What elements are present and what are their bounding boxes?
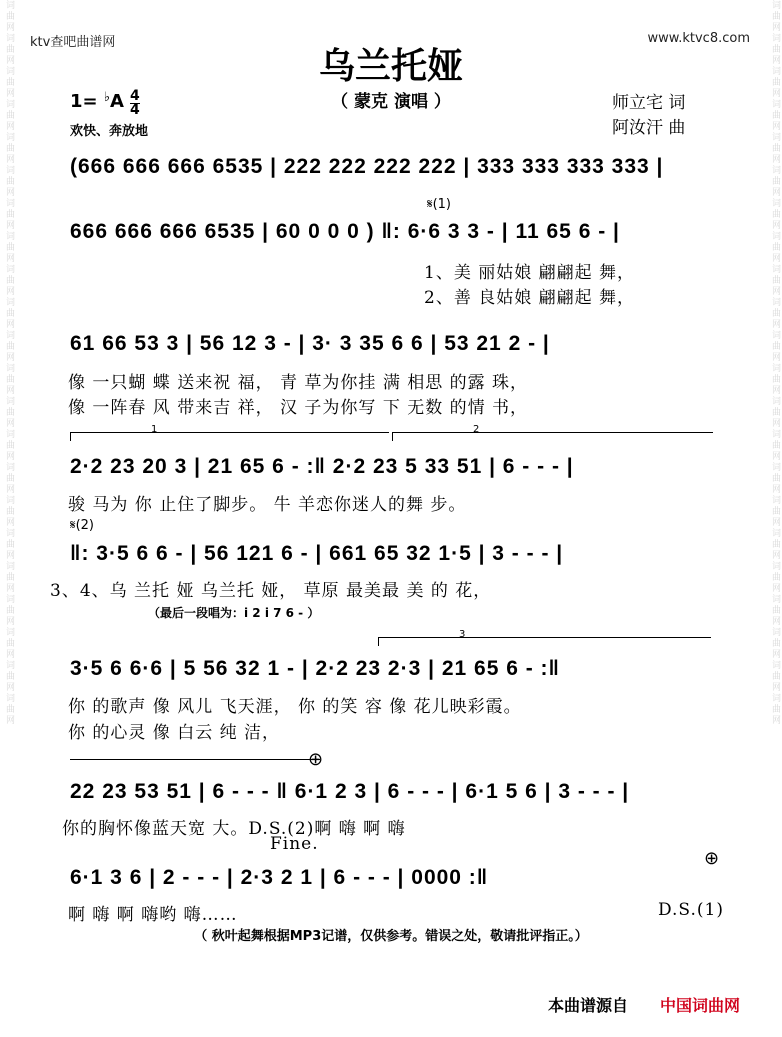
key-signature: 1= ♭A (70, 90, 124, 112)
ds-marking: D.S.(1) (658, 900, 724, 920)
alternate-ending-note: （最后一段唱为：i 2 i 7 6 - ） (148, 606, 320, 620)
volta-bracket-1: 1 (70, 432, 389, 441)
watermark-left: 词曲网词曲网词曲网词曲网词曲网词曲网词曲网词曲网词曲网词曲网词曲网词曲网词曲网词曲网词曲网词曲网词曲网词曲网词曲网词曲网词曲网词曲网 (4, 0, 14, 726)
song-title: 乌兰托娅 (318, 45, 463, 87)
segno-sign-2: 𝄋(2) (70, 518, 95, 533)
score-line-7: 22 23 53 51 | 6 - - - ‖ 6·1 2 3 | 6 - - - | 6·1 5 6 | 3 - - - | (70, 780, 630, 803)
volta-bracket-2: 2 (392, 432, 713, 441)
flat-sign: ♭ (103, 90, 111, 105)
site-name-left: ktv查吧曲谱网 (30, 35, 116, 50)
volta-bracket-3: 3 (378, 637, 711, 646)
lyric-line-7a: 你的胸怀像蓝天宽 大。D.S.(2)啊 嗨 啊 嗨 (62, 819, 406, 839)
composer-credit: 阿汝汗 曲 (612, 118, 686, 138)
singer-subtitle: （ 蒙克 演唱 ） (331, 92, 451, 112)
lyric-line-2b: 2、善 良姑娘 翩翩起 舞， (424, 288, 636, 308)
site-url-right: www.ktvc8.com (647, 31, 750, 46)
time-signature (130, 90, 140, 118)
lyric-line-8a: 啊 嗨 啊 嗨哟 嗨…… (68, 905, 238, 925)
lyric-line-2a: 1、美 丽姑娘 翩翩起 舞， (424, 263, 636, 283)
transcription-note: （ 秋叶起舞根据MP3记谱，仅供参考。错误之处，敬请批评指正。） (194, 929, 588, 944)
lyric-line-5a: 3、4、乌 兰托 娅 乌兰托 娅， 草原 最美最 美 的 花， (50, 581, 492, 601)
watermark-right: 词曲网词曲网词曲网词曲网词曲网词曲网词曲网词曲网词曲网词曲网词曲网词曲网词曲网词曲网词曲网词曲网词曲网词曲网词曲网词曲网词曲网词曲网 (770, 0, 780, 726)
coda-line-1 (70, 759, 320, 760)
source-site-link[interactable]: 中国词曲网 (660, 996, 741, 1015)
score-line-4: 2·2 23 20 3 | 21 65 6 - :‖ 2·2 23 5 33 51 | 6 - - - | (70, 455, 574, 478)
lyric-line-4a: 骏 马为 你 止住了脚步。 牛 羊恋你迷人的舞 步。 (68, 495, 467, 515)
score-line-1: (666 666 666 6535 | 222 222 222 222 | 333 333 333 333 | (70, 155, 664, 178)
source-label: 本曲谱源自 (548, 996, 629, 1015)
score-line-5: ‖: 3·5 6 6 - | 56 121 6 - | 661 65 32 1·5 | 3 - - - | (70, 542, 564, 565)
coda-sign-1: ⊕ (308, 749, 324, 770)
fine-marking: Fine. (270, 834, 319, 854)
lyric-line-3b: 像 一阵春 风 带来吉 祥， 汉 子为你写 下 无数 的情 书， (68, 398, 529, 418)
score-line-6: 3·5 6 6·6 | 5 56 32 1 - | 2·2 23 2·3 | 21 65 6 - :‖ (70, 657, 560, 680)
lyric-line-6b: 你 的心灵 像 白云 纯 洁， (68, 723, 281, 743)
tempo-marking: 欢快、奔放地 (70, 124, 149, 139)
score-line-3: 61 66 53 3 | 56 12 3 - | 3· 3 35 6 6 | 53 21 2 - | (70, 332, 550, 355)
lyricist-credit: 师立宅 词 (612, 93, 686, 113)
segno-sign-1: 𝄋(1) (427, 197, 452, 212)
time-sig-top: 4 (130, 88, 140, 104)
score-line-2: 666 666 666 6535 | 60 0 0 0 ) ‖: 6·6 3 3 - | 11 65 6 - | (70, 220, 620, 243)
coda-sign-2: ⊕ (704, 848, 720, 869)
score-line-8: 6·1 3 6 | 2 - - - | 2·3 2 1 | 6 - - - | 0000 :‖ (70, 866, 489, 889)
time-sig-bottom: 4 (130, 102, 140, 118)
lyric-line-6a: 你 的歌声 像 风儿 飞天涯， 你 的笑 容 像 花儿映彩霞。 (68, 697, 522, 717)
lyric-line-3a: 像 一只蝴 蝶 送来祝 福， 青 草为你挂 满 相思 的露 珠， (68, 373, 529, 393)
